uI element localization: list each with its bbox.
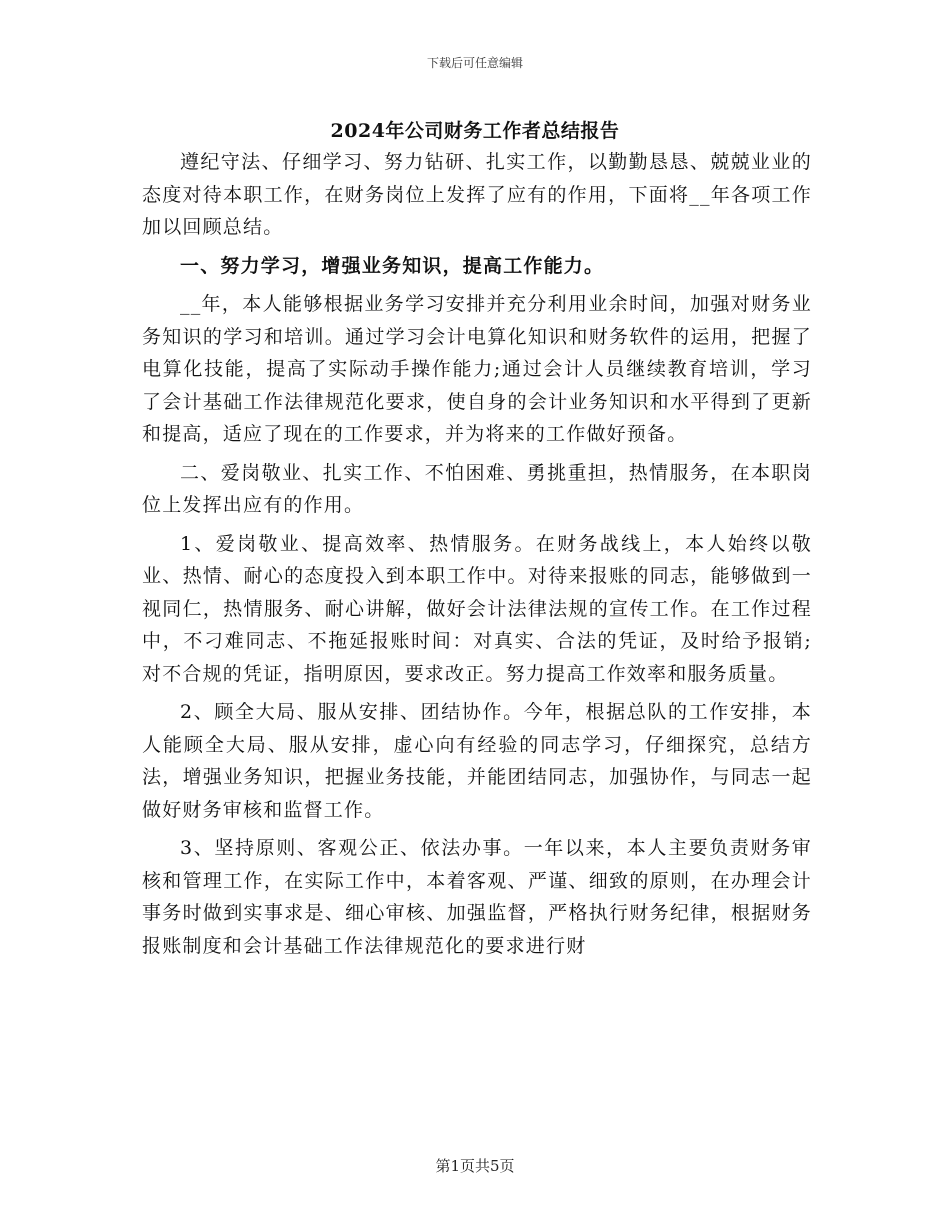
item-2-paragraph: 2、顾全大局、服从安排、团结协作。今年，根据总队的工作安排，本人能顾全大局、服从安排，虚心向有经验的同志学习，仔细探究，总结方法，增强业务知识，把握业务技能，并能团结同志，加强协作，与同志一起做好财务审核和监督工作。 [142,701,812,821]
intro-paragraph: 遵纪守法、仔细学习、努力钻研、扎实工作，以勤勤恳恳、兢兢业业的态度对待本职工作，在财务岗位上发挥了应有的作用，下面将__年各项工作加以回顾总结。 [142,151,812,238]
section-1-heading: 一、努力学习，增强业务知识，提高工作能力。 [180,254,605,277]
document-title: 2024年公司财务工作者总结报告 [330,120,620,142]
item-1-paragraph: 1、爱岗敬业、提高效率、热情服务。在财务战线上，本人始终以敬业、热情、耐心的态度投入到本职工作中。对待来报账的同志，能够做到一视同仁，热情服务、耐心讲解，做好会计法律法规的宣传工作。在工作过程中，不刁难同志、不拖延报账时间：对真实、合法的凭证，及时给予报销;对不合规的凭证，指明原因，要求改正。努力提高工作效率和服务质量。 [142,532,812,685]
section-1-paragraph: __年，本人能够根据业务学习安排并充分利用业余时间，加强对财务业务知识的学习和培训。通过学习会计电算化知识和财务软件的运用，把握了电算化技能，提高了实际动手操作能力;通过会计人员继续教育培训，学习了会计基础工作法律规范化要求，使自身的会计业务知识和水平得到了更新和提高，适应了现在的工作要求，并为将来的工作做好预备。 [142,293,812,445]
document-body [142,146,812,962]
item-3-paragraph: 3、坚持原则、客观公正、依法办事。一年以来，本人主要负责财务审核和管理工作，在实际工作中，本着客观、严谨、细致的原则，在办理会计事务时做到实事求是、细心审核、加强监督，严格执行财务纪律，根据财务报账制度和会计基础工作法律规范化的要求进行财 [142,837,812,957]
page-number: 第1页共5页 [435,1157,515,1175]
section-2-heading: 二、爱岗敬业、扎实工作、不怕困难、勇挑重担，热情服务，在本职岗位上发挥出应有的作用。 [142,461,812,516]
header-note: 下载后可任意编辑 [426,56,523,70]
